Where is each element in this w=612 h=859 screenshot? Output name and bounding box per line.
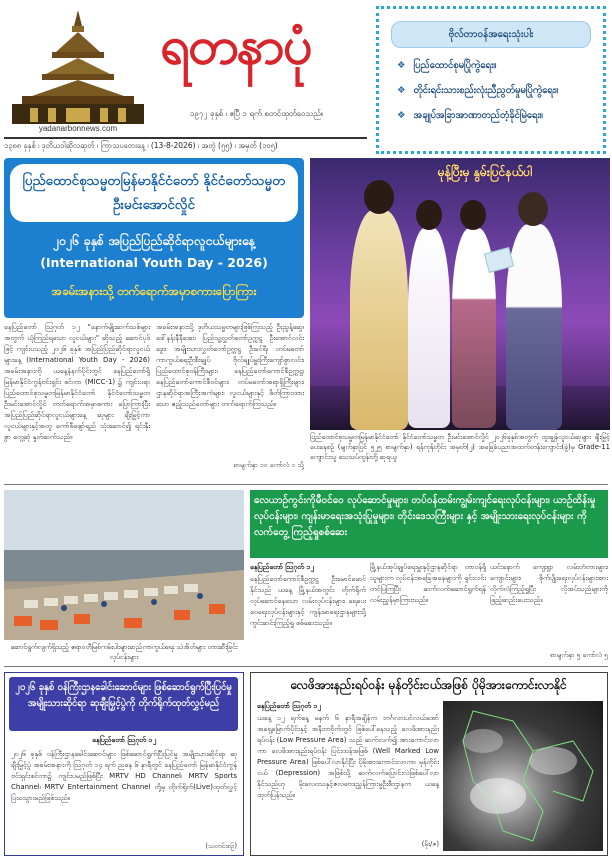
weather-story-body: ယနေ့ ၁၂ ရက်နေ့ မနက် ၆ နာရီအချိန်က ဘင်္ဂလားပင်လယ်အော် အရှေ့မြောက်ပိုင်းနှင့် အနီးတဝိုက်တွင် ဖြစ်ပေါ်နေသည့် လေဖိအားနည်းရပ်ဝန်း (Low Pressure Area) သည် ဆက်လက်၍ အားကောင်းလာကာ လေဖိအားနည်းရပ်ဝန်း ပြင်းထန်အဖြစ် (Well Marked Low Pressure Area) ဖြစ်ပေါ်လာနိုင်ပြီး ပိုမိုအားကောင်းလာကာ မုန်တိုင်းငယ် (Depression) အဖြစ်သို့ ဆက်လက်ပြောင်းလဲဖြစ်ပေါ်လာနိုင်သည်ဟု မိုးလေဝသနှင့်ဇလဗေဒညွှန်ကြားမှုဦးစီးဌာနက ယနေ့ ထုတ်ပြန်သည်။: [257, 714, 439, 799]
diamond-bullet-icon: ❖: [397, 60, 406, 71]
pagoda-logo: [8, 8, 148, 126]
slogan-item: ❖ အချုပ်အခြာအာဏာတည်တံ့ခိုင်မြဲရေး။: [397, 110, 543, 121]
broadcast-notice-box: [4, 672, 244, 856]
continuation-note: စာမျက်နှာ ၅ ကော်လံ ၅: [549, 651, 608, 659]
weather-story-box: [250, 672, 608, 856]
riverbank-sandbag-photo: [4, 490, 244, 640]
broadcast-notice-headline: ၂၀၂၆ ခုနှစ် ဝန်ကြီးဌာနခေါင်းဆောင်များ ဖြစ်ဆောင်ရွက်ပြီးပြင်မှု အမျိုးသားဆိုင်ရာ ဆုချီးမြှင့်ပွဲကို တိုက်ရိုက်ထုတ်လွှင့်မည်: [9, 677, 238, 731]
section-divider: [4, 666, 608, 667]
section-divider: [4, 484, 608, 485]
person-head: [460, 200, 486, 230]
top-story-headline-box: [4, 158, 304, 318]
broadcast-notice-body: ၂၀၂၆ ခုနှစ် ဝန်ကြီးဌာနခေါင်းဆောင်များ ဖြစ်ဆောင်ရွက်ပြီးပြင်မှု အမျိုးသားဆိုင်ရာ ဆုချီးမြှင့်ပွဲ အခမ်းအနားကို ဩဂုတ် ၁၄ ရက် ညနေ ၆ နာရီတွင် နေပြည်တော် မြန်မာနိုင်ငံကွန်ဗင်းရှင်းစင်တာ၌ ကျင်းပမည်ဖြစ်ပြီး MRTV HD Channel၊ MRTV Sports Channel၊ MRTV Entertainment Channel တို့မှ တိုက်ရိုက်(Live)ထုတ်လွှင့်ပြသသွားမည်ဖြစ်သည်။: [11, 750, 237, 802]
newspaper-subtitle: ၁၉၇၂ ခုနှစ် ၊ ဧပြီ ၁ ရက် စတင်ထုတ်ဝေသည်။: [190, 109, 324, 118]
issue-info-line: ၁၃၈၈ ခုနှစ် ၊ ဒုတိယဝါဆိုလဆုတ် ၊ ကြာသပတေးနေ့ ၊ (13-8-2026) ၊ အတွဲ (၅၅) ၊ အမှတ် (၁၀၅): [4, 141, 278, 150]
green-story-headline: လေယာဉ်ကွင်းကိုမီဝင်ဝေ လုပ်ဆောင်မှုများ၊ တပ်ဝန်ထမ်းကျွမ်းကျင်ရေးလုပ်ငန်းများ၊ ယာဉ်ထိန်းမှုလုပ်ငန်းများ၊ ကျန်းမာရေးအသုံးပြုမှုများ၊ တိုင်းဒေသကြီးများ နှင့် အမျိုးသားရေးလုပ်ငန်းများ ကိုလက်တွေ့ ကြည့်ရှုစစ်ဆေး: [250, 490, 608, 558]
story-byline: နေပြည်တော် ဩဂုတ် ၁၂: [92, 736, 156, 744]
top-story-deck: အခမ်းအနားသို့ တက်ရောက်အမှာစကားပြောကြား: [51, 284, 257, 298]
award-ceremony-photo: [310, 158, 610, 430]
person-head: [518, 192, 548, 226]
green-story-column-3: ယင်းနောက် ကျေးရွာ လမ်းတံတားများ၊ ကျောင်းများ၊ စိုက်ပျိုးရေးလုပ်ငန်းများအား လိုက်လံကြည့်ရှုပြီး လိုအပ်သည်များကို ဖြည့်ဆည်းပေးသည်။: [490, 563, 608, 604]
person-figure: [350, 210, 408, 430]
photo-banner-text: မုန့်ပြီးမှ နွမ်းပြင်နယ်ပါ: [437, 165, 533, 179]
person-figure: [506, 224, 562, 430]
photo-caption: ပြည်ထောင်စုသမ္မတမြန်မာနိုင်ငံတော် နိုင်ငံတော်သမ္မတ ဦးမင်းအောင်လှိုင် ၂၀၂၆ခုနှစ်အတွက် ထူးချွန်လူငယ်ဆုများ ချီးမြှင့်ပေးနေစဉ် (မျက်နှာပြင် ၅၂၅ စာမျက်နှာ) ရန်ကုန်တိုင်း အမှတ်(၂) အခြေခံပညာအထက်တန်းကျောင်း(ခွဲ)မှ Grade-11 ကျောင်းသူ သေသပ်ထွန်းတို့ ဆုရယူ: [310, 433, 610, 461]
photo-caption: ဆောင်ရွက်လျက်ရှိသည့် ဧရာဝတီမြစ်ကမ်းပါးများဆည်ကာကွယ်ရေး သဲအိတ်များ တားဆီးခြင်းလုပ်ငန်းများ: [10, 643, 238, 661]
slogan-heading: ဗိုလ်တာဝန်အရေးသုံးပါး: [391, 21, 591, 48]
slogan-box: [376, 6, 606, 154]
slogan-item: ❖ တိုင်းရင်းသားစည်းလုံးညီညွတ်မှုမပြိုကွဲရေး။: [397, 85, 559, 96]
story-source: (သတင်းစဉ်): [205, 842, 237, 850]
site-url: yadanarbonnews.com: [38, 124, 118, 133]
person-head: [364, 180, 394, 214]
person-head: [416, 200, 442, 230]
satellite-weather-map: [443, 701, 603, 851]
diamond-bullet-icon: ❖: [397, 110, 406, 121]
newspaper-title: ရတနာပုံ: [160, 15, 311, 76]
story-byline: နေပြည်တော် ဩဂုတ် ၁၂: [250, 563, 314, 571]
top-story-headline: ပြည်ထောင်စုသမ္မတမြန်မာနိုင်ငံတော် နိုင်ငံတော်သမ္မတ ဦးမင်းအောင်လှိုင်: [10, 164, 298, 222]
green-story-column-2: မြို့နယ်အုပ်ချုပ်ရေးမှူးနှင့်ဌာနဆိုင်ရာ တာဝန်ရှိသူများက လုပ်ငန်းအခြေအနေများကို ရှင်းလင်းတင်ပြကြပြီး ဆက်လက်ဆောင်ရွက်ရန် လမ်းညွှန်မှာကြားသည်။: [370, 563, 486, 604]
weather-story-headline: လေဖိအားနည်းရပ်ဝန်း မုန်တိုင်းငယ်အဖြစ် ပိုမိုအားကောင်းလာနိုင်: [290, 678, 567, 692]
top-story-subheadline: ၂၀၂၆ ခုနှစ် အပြည်ပြည်ဆိုင်ရာလူငယ်များနေ့ (International Youth Day - 2026): [40, 233, 268, 270]
slogan-item: ❖ ပြည်ထောင်စုမပြိုကွဲရေး။: [397, 60, 497, 71]
diamond-bullet-icon: ❖: [397, 85, 406, 96]
story-source: (မိုး/ဇ): [421, 840, 439, 848]
person-figure: [408, 228, 450, 428]
top-story-column-2: အခမ်းအနားသို့ ဒုတိယသမ္မတများဖြစ်ကြသည့် ဦးညွန့်ဆွေ၊ ဒေါ်နန်းနီနီအေး၊ ပြည်သူ့လွှတ်တော်ဥက္ကဋ္ဌ ဦးအောင်လင်းဒွေး၊ အမျိုးသားလွှတ်တော်ဥက္ကဋ္ဌ ဦးခင်ရီ၊ တပ်မတော်ကာကွယ်ရေးဦးစီးချုပ် ဗိုလ်ချုပ်မှူးကြီးကျော်စွာလင်း၊ ပြည်ထောင်စုဝန်ကြီးများ၊ နေပြည်တော်ကောင်စီဥက္ကဋ္ဌ၊ နေပြည်တော်ကောင်စီဝင်များ၊ တပ်မတော်အရာရှိကြီးများ၊ ဌာနဆိုင်ရာအကြီးအကဲများ၊ လူငယ်များနှင့် ဖိတ်ကြားထားသော ဧည့်သည်တော်များ တက်ရောက်ကြသည်။: [156, 323, 304, 408]
green-story-column-1: နေပြည်တော်ကောင်စီဥက္ကဋ္ဌ ဦးမောင်မောင်နိုင်သည် ယနေ့ မြို့နယ်အတွင်း တိုက်ရိုက်လုပ်ဆောင်နေသော လမ်းလုပ်ငန်းများ၊ ရေပေးဝေရေးလုပ်ငန်းများနှင့် ကျန်းမာရေးဌာနများသို့ ကွင်းဆင်းကြည့်ရှု စစ်ဆေးသည်။: [250, 575, 366, 627]
continuation-note: စာမျက်နှာ ၁၀ ကော်လံ ၁ သို့: [233, 461, 304, 469]
story-byline: နေပြည်တော် ဩဂုတ် ၁၂: [257, 702, 321, 710]
top-story-column-1: နေပြည်တော် ဩဂုတ် ၁၂ "နောက်မျိုးဆက်သစ်များအတွက် ယုံကြည်ရသော လူငယ်များ" ဆိုသည့် ဆောင်ပုဒ်ဖြင့် ကျင်းပသည့် ၂၀၂၆ ခုနှစ် အပြည်ပြည်ဆိုင်ရာလူငယ်များနေ့ (International Youth Day - 2026) အခမ်းအနားကို ယနေ့နံနက်ပိုင်းတွင် နေပြည်တော်ရှိ မြန်မာနိုင်ငံကွန်ဗင်းရှင်း စင်တာ (MICC-1) ၌ ကျင်းပရာ ပြည်ထောင်စုသမ္မတမြန်မာနိုင်ငံတော် နိုင်ငံတော်သမ္မတ ဦးမင်းအောင်လှိုင် တက်ရောက်အမှာစကား ပြောကြားပြီး အပြည်ပြည်ဆိုင်ရာလူငယ်များနေ့ ဆုများ ချီးမြှင့်ကာ လူငယ်များနှင့်အတူ ကော်ဖီဖျော်ရည် သုံးဆောင်၍ ရင်းနှီးစွာ တွေ့ဆုံ နှုတ်ဆက်သည်။: [4, 323, 150, 441]
